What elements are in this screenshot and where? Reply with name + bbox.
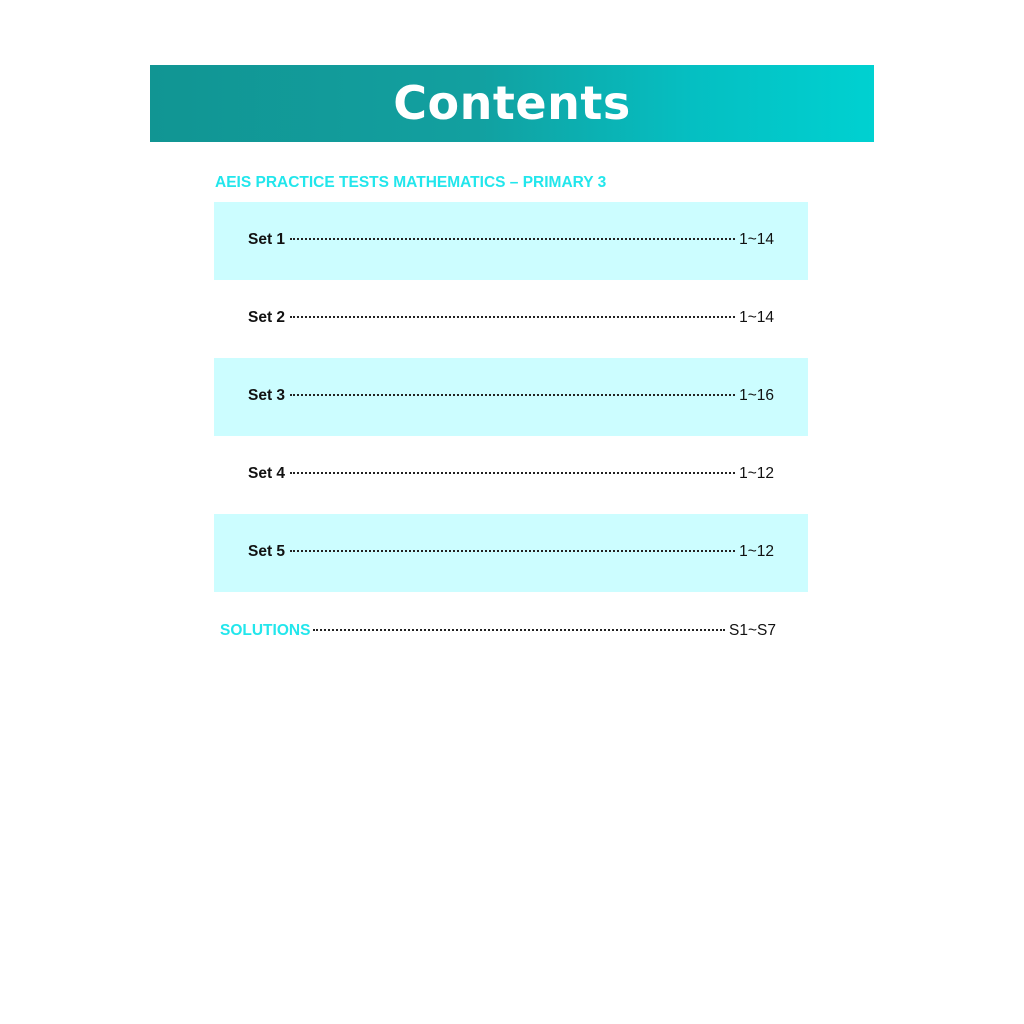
toc-entry-pages: 1~14 (739, 309, 774, 326)
dot-leader (290, 316, 735, 318)
page-title: Contents (393, 75, 631, 130)
toc-entry-label: Set 1 (248, 231, 286, 248)
toc-row-set-2[interactable] (214, 280, 808, 358)
toc-entry-label: Set 4 (248, 465, 286, 482)
contents-banner (150, 65, 874, 142)
toc-entry-label: Set 2 (248, 309, 286, 326)
dot-leader (290, 394, 735, 396)
toc-entry-pages: 1~12 (739, 543, 774, 560)
solutions-pages: S1~S7 (729, 622, 776, 639)
dot-leader (290, 550, 735, 552)
book-title: AEIS PRACTICE TESTS MATHEMATICS – PRIMARY 3 (215, 174, 607, 191)
toc-row-set-1[interactable] (214, 202, 808, 280)
toc-entry-pages: 1~12 (739, 465, 774, 482)
dot-leader (290, 238, 735, 240)
toc-row-set-3[interactable] (214, 358, 808, 436)
toc-entry-label: Set 5 (248, 543, 286, 560)
toc-entry-pages: 1~16 (739, 387, 774, 404)
table-of-contents (214, 202, 808, 592)
toc-row-set-5[interactable] (214, 514, 808, 592)
toc-entry-pages: 1~14 (739, 231, 774, 248)
solutions-label: SOLUTIONS (220, 622, 311, 639)
dot-leader (290, 472, 735, 474)
dot-leader (313, 629, 725, 631)
toc-entry-label: Set 3 (248, 387, 286, 404)
toc-row-set-4[interactable] (214, 436, 808, 514)
toc-row-solutions[interactable] (220, 622, 776, 640)
